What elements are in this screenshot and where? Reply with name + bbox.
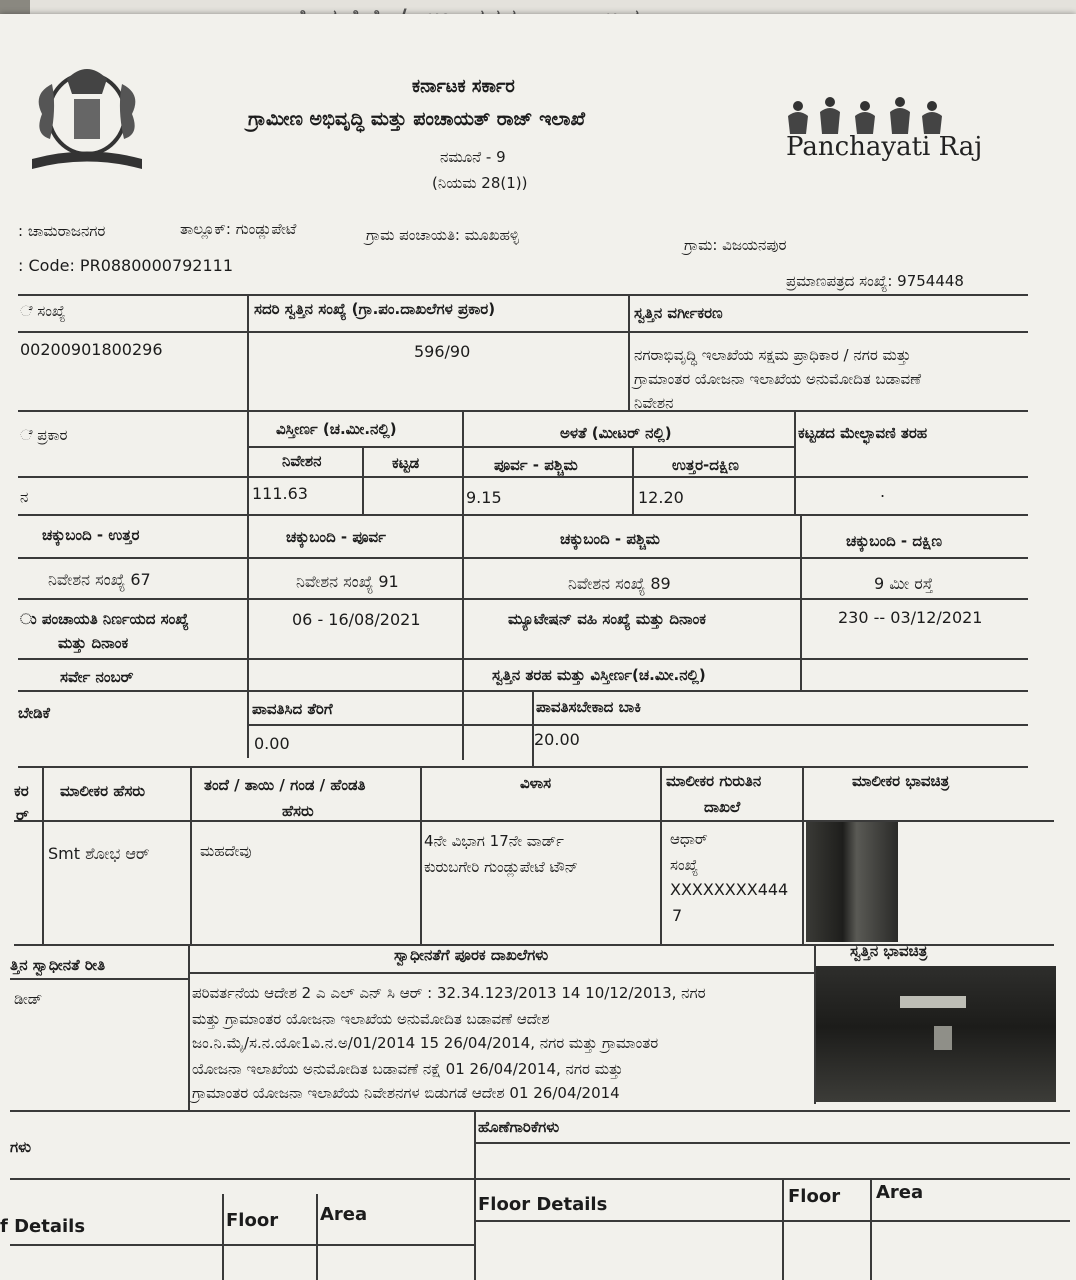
floor-details-left-label: f Details: [0, 1216, 86, 1237]
karnataka-emblem-icon: [22, 54, 152, 174]
owner-sl-label-2: ರ್: [16, 806, 29, 824]
floor-label-left: Floor: [226, 1210, 279, 1231]
property-photo-label: ಸ್ವತ್ತಿನ ಭಾವಚಿತ್ರ: [850, 942, 928, 960]
owner-address-1: 4ನೇ ವಿಭಾಗ 17ನೇ ವಾರ್ಡ್: [424, 832, 564, 850]
due-tax-label: ಪಾವತಿಸಬೇಕಾದ ಬಾಕಿ: [536, 698, 642, 716]
rule-number: (ನಿಯಮ 28(1)): [432, 174, 528, 192]
owner-relation-label-1: ತಂದೆ / ತಾಯಿ / ಗಂಡ / ಹೆಂಡತಿ: [204, 776, 366, 794]
owner-relation: ಮಹದೇವು: [200, 842, 252, 860]
property-id-label: ೆ ಸಂಖ್ಯೆ: [20, 302, 66, 320]
demand-label: ಬೇಡಿಕೆ: [18, 704, 50, 722]
owner-id-label-2: ದಾಖಲೆ: [704, 798, 741, 816]
property-certificate-document: [0, 14, 1076, 1280]
district-value: ಚಾಮರಾಜನಗರ: [27, 222, 106, 240]
floor-label-right: Floor: [788, 1186, 841, 1207]
property-id-label-text: ಸಂಖ್ಯೆ: [37, 302, 66, 320]
due-tax-value: 20.00: [534, 730, 580, 749]
ew-value: 9.15: [466, 488, 502, 507]
measure-label: ಅಳತೆ (ಮೀಟರ್ ನಲ್ಲಿ): [560, 424, 672, 442]
gram-panchayat: ಗ್ರಾಮ ಪಂಚಾಯತಿ: ಮೂಖಹಳ್ಳಿ: [366, 226, 520, 244]
mutation-label: ಮ್ಯೂಟೇಷನ್ ವಹಿ ಸಂಖ್ಯೆ ಮತ್ತು ದಿನಾಂಕ: [508, 610, 707, 628]
ew-label: ಪೂರ್ವ - ಪಶ್ಚಿಮ: [494, 456, 578, 474]
east-boundary: ನಿವೇಶನ ಸಂಖ್ಯೆ 91: [296, 572, 399, 591]
department-title: ಗ್ರಾಮೀಣ ಅಭಿವೃದ್ಧಿ ಮತ್ತು ಪಂಚಾಯತ್ ರಾಜ್ ಇಲಾಖೆ: [248, 108, 586, 130]
north-boundary-label: ಚಕ್ಕುಬಂದಿ - ಉತ್ತರ: [42, 526, 140, 544]
property-code-value: Code: PR0880000792111: [28, 256, 234, 275]
survey-label: ಸರ್ವೇ ನಂಬರ್: [60, 668, 134, 686]
roof-value: .: [880, 482, 886, 501]
property-id-value: 00200901800296: [20, 340, 163, 359]
govt-title: ಕರ್ನಾಟಕ ಸರ್ಕಾರ: [412, 76, 515, 97]
plot-area-value: 111.63: [252, 484, 308, 503]
classification-line-3: ನಿವೇಶನ: [634, 394, 674, 412]
district: : ಚಾಮರಾಜನಗರ: [18, 222, 106, 240]
logo-text: Panchayati Raj: [786, 132, 983, 162]
resolution-label-1-text: ಪಂಚಾಯತಿ ನಿರ್ಣಯದ ಸಂಖ್ಯೆ: [41, 610, 189, 628]
area-label-right: Area: [876, 1182, 924, 1203]
ns-label: ಉತ್ತರ-ದಕ್ಷಿಣ: [672, 456, 739, 474]
resolution-value: 06 - 16/08/2021: [292, 610, 421, 629]
ownership-docs-label: ಸ್ವಾಧೀನತೆಗೆ ಪೂರಕ ದಾಖಲೆಗಳು: [394, 946, 549, 964]
owner-address-label: ವಿಳಾಸ: [520, 774, 552, 792]
west-boundary: ನಿವೇಶನ ಸಂಖ್ಯೆ 89: [568, 574, 671, 593]
type-label-text: ಪ್ರಕಾರ: [37, 426, 68, 444]
paid-tax-value: 0.00: [254, 734, 290, 753]
gp-number-value: 596/90: [414, 342, 471, 361]
owner-id-line-3: XXXXXXXX444: [670, 880, 789, 899]
classification-label: ಸ್ವತ್ತಿನ ವರ್ಗೀಕರಣ: [634, 304, 723, 322]
form-number: ನಮೂನೆ - 9: [440, 148, 506, 166]
roof-label: ಕಟ್ಟಡದ ಮೇಲ್ಛಾವಣಿ ತರಹ: [798, 424, 928, 442]
resolution-label-2: ಮತ್ತು ದಿನಾಂಕ: [58, 634, 129, 652]
gp-number-label: ಸದರಿ ಸ್ವತ್ತಿನ ಸಂಖ್ಯೆ (ಗ್ರಾ.ಪಂ.ದಾಖಲೆಗಳ ಪ್ರಕಾರ): [254, 300, 496, 318]
owner-name: Smt ಶೋಭ ಆರ್: [48, 844, 150, 863]
owner-photo-label: ಮಾಲೀಕರ ಭಾವಚಿತ್ರ: [852, 772, 950, 790]
owner-photo: [806, 822, 898, 942]
ownership-doc-line-1: ಪರಿವರ್ತನೆಯ ಆದೇಶ 2 ಎ ಎಲ್ ಎನ್ ಸಿ ಆರ್ : 32.34.123/2013 14 10/12/2013, ನಗರ: [192, 984, 706, 1002]
ownership-mode-label: ತ್ತಿನ ಸ್ವಾಧೀನತೆ ರೀತಿ: [10, 956, 106, 974]
floor-details-right-label: Floor Details: [478, 1194, 608, 1215]
classification-line-1: ನಗರಾಭಿವೃದ್ಧಿ ಇಲಾಖೆಯ ಸಕ್ಷಮ ಪ್ರಾಧಿಕಾರ / ನಗರ ಮತ್ತು: [634, 346, 911, 364]
owner-id-line-1: ಆಧಾರ್: [670, 830, 708, 848]
north-boundary: ನಿವೇಶನ ಸಂಖ್ಯೆ 67: [48, 570, 151, 589]
mutation-value: 230 -- 03/12/2021: [838, 608, 983, 627]
property-photo: [816, 966, 1056, 1102]
panchayati-raj-logo: [780, 96, 983, 162]
owner-id-line-4: 7: [672, 906, 683, 925]
owner-address-2: ಕುರುಬಗೇರಿ ಗುಂಡ್ಲುಪೇಟೆ ಟೌನ್: [424, 858, 579, 876]
owner-relation-label-2: ಹೆಸರು: [282, 802, 314, 820]
people-icon: [780, 96, 950, 136]
south-boundary-label: ಚಕ್ಕುಬಂದಿ - ದಕ್ಷಿಣ: [846, 532, 943, 550]
plot-label: ನಿವೇಶನ: [282, 452, 322, 470]
paid-tax-label: ಪಾವತಿಸಿದ ತೆರಿಗೆ: [252, 700, 333, 718]
owner-sl-label-1: ಕರ: [14, 782, 29, 800]
owner-id-label-1: ಮಾಲೀಕರ ಗುರುತಿನ: [666, 772, 762, 790]
area-label: ವಿಸ್ತೀರ್ಣ (ಚ.ಮೀ.ನಲ್ಲಿ): [276, 420, 397, 438]
liabilities-left-label: ಗಳು: [10, 1138, 32, 1156]
ownership-doc-line-3: ಜಂ.ನಿ.ಮೈ/ಸ.ನ.ಯೋ1ವಿ.ನ.ಅ/01/2014 15 26/04/2014, ನಗರ ಮತ್ತು ಗ್ರಾಮಾಂತರ: [192, 1034, 659, 1052]
property-code: : Code: PR0880000792111: [18, 256, 234, 275]
west-boundary-label: ಚಕ್ಕುಬಂದಿ - ಪಶ್ಚಿಮ: [560, 530, 660, 548]
certificate-number: ಪ್ರಮಾಣಪತ್ರದ ಸಂಖ್ಯೆ: 9754448: [786, 272, 964, 290]
type-label: ೆ ಪ್ರಕಾರ: [20, 426, 68, 444]
resolution-label-1: ು ಪಂಚಾಯತಿ ನಿರ್ಣಯದ ಸಂಖ್ಯೆ: [20, 610, 189, 628]
village: ಗ್ರಾಮ: ವಿಜಯನಪುರ: [684, 236, 787, 254]
ns-value: 12.20: [638, 488, 684, 507]
classification-line-2: ಗ್ರಾಮಾಂತರ ಯೋಜನಾ ಇಲಾಖೆಯ ಅನುಮೋದಿತ ಬಡಾವಣೆ: [634, 370, 922, 388]
owner-id-line-2: ಸಂಖ್ಯೆ: [670, 856, 699, 874]
building-label: ಕಟ್ಟಡ: [392, 454, 420, 472]
east-boundary-label: ಚಕ್ಕುಬಂದಿ - ಪೂರ್ವ: [286, 528, 386, 546]
ownership-doc-line-2: ಮತ್ತು ಗ್ರಾಮಾಂತರ ಯೋಜನಾ ಇಲಾಖೆಯ ಅನುಮೋದಿತ ಬಡಾವಣೆ ಆದೇಶ: [192, 1010, 550, 1028]
owner-name-label: ಮಾಲೀಕರ ಹೆಸರು: [60, 782, 146, 800]
liabilities-label: ಹೊಣೆಗಾರಿಕೆಗಳು: [478, 1118, 560, 1136]
type-value: ನ: [20, 488, 29, 506]
ownership-doc-line-4: ಯೋಜನಾ ಇಲಾಖೆಯ ಅನುಮೋದಿತ ಬಡಾವಣೆ ನಕ್ಷೆ 01 26/04/2014, ನಗರ ಮತ್ತು: [192, 1060, 623, 1078]
south-boundary: 9 ಮೀ ರಸ್ತೆ: [874, 574, 934, 593]
ownership-mode-value: ಡೀಡ್: [14, 990, 43, 1008]
taluk: ತಾಲ್ಲೂಕ್: ಗುಂಡ್ಲುಪೇಟೆ: [180, 220, 297, 238]
area-label-left: Area: [320, 1204, 368, 1225]
type-area-label: ಸ್ವತ್ತಿನ ತರಹ ಮತ್ತು ವಿಸ್ತೀರ್ಣ(ಚ.ಮೀ.ನಲ್ಲಿ): [492, 666, 706, 684]
ownership-doc-line-5: ಗ್ರಾಮಾಂತರ ಯೋಜನಾ ಇಲಾಖೆಯ ನಿವೇಶನಗಳ ಬಿಡುಗಡೆ ಆದೇಶ 01 26/04/2014: [192, 1084, 620, 1102]
